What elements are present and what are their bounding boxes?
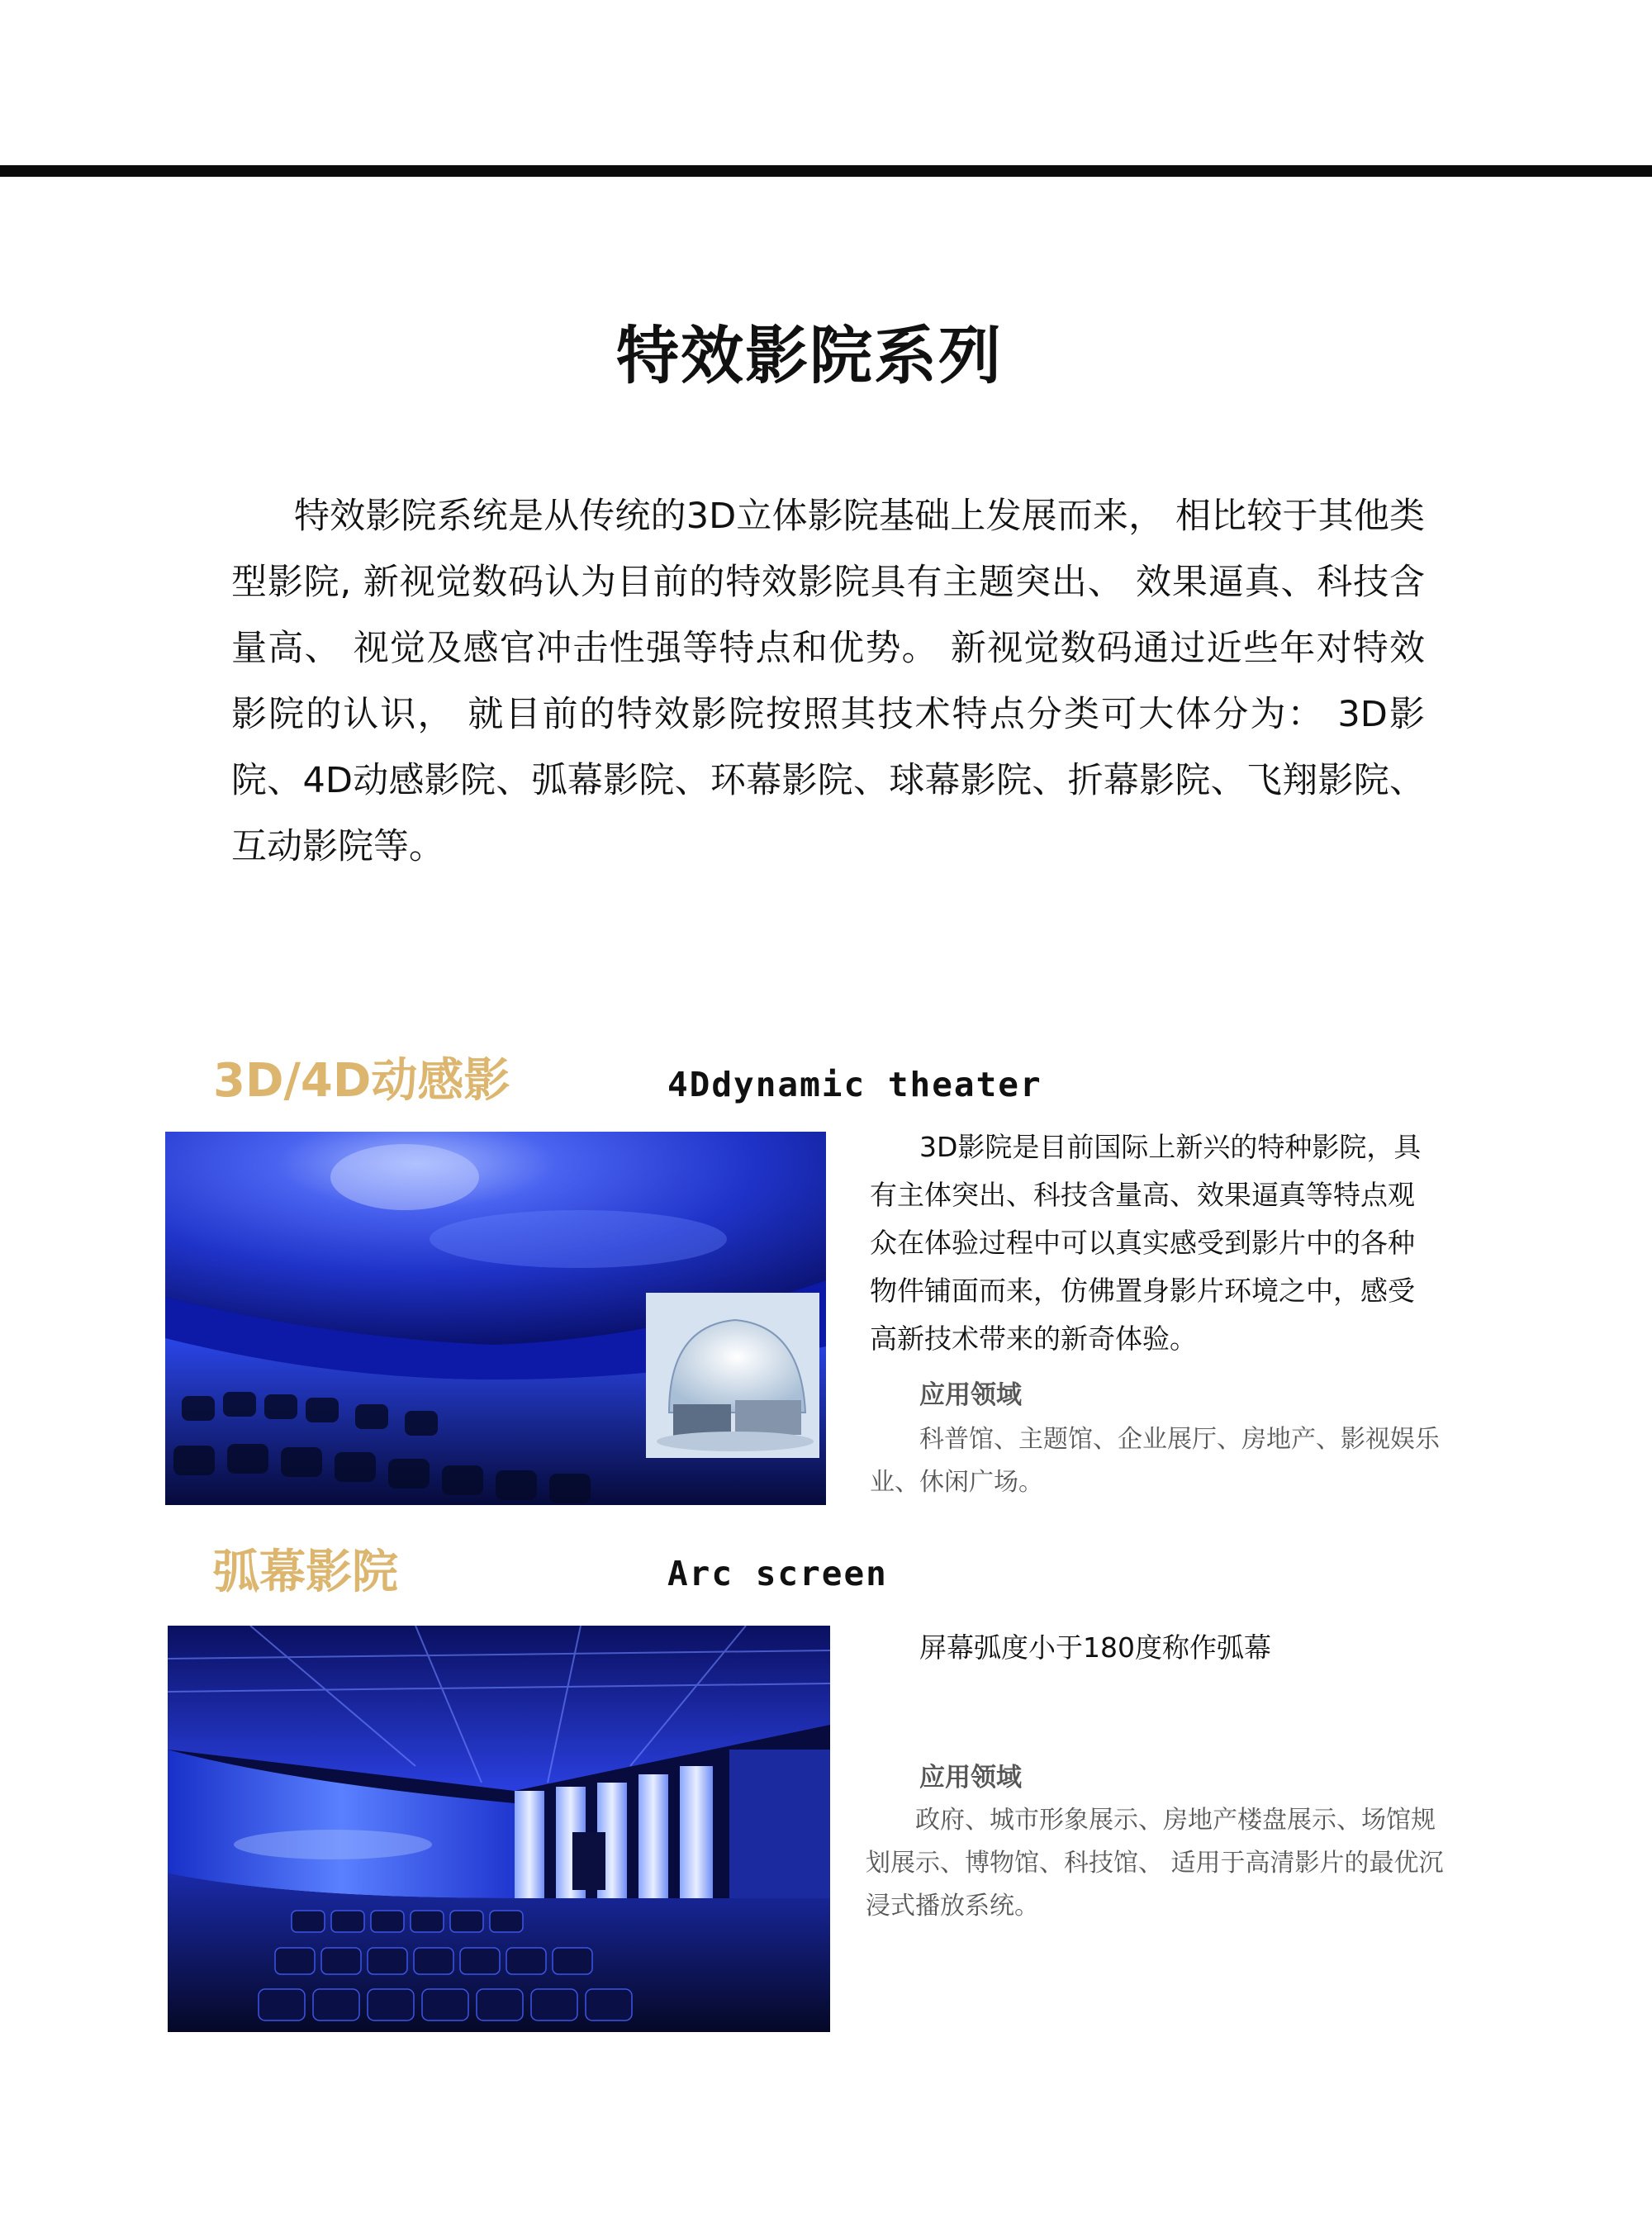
top-divider	[0, 165, 1652, 177]
arc-screen-theater-photo	[168, 1626, 830, 2032]
application-text: 政府、城市形象展示、房地产楼盘展示、场馆规划展示、博物馆、科技馆、 适用于高清影片的最优沉浸式播放系统。	[866, 1806, 1444, 1921]
intro-paragraph: 特效影院系统是从传统的3D立体影院基础上发展而来， 相比较于其他类型影院, 新视觉数码认为目前的特效影院具有主题突出、 效果逼真、科技含量高、 视觉及感官冲击性强等特点和优势。 新视觉数码通过近些年对特效影院的认识， 就目前的特效影院按照其技术特点分类可大体分为： 3D影院、4D动感影院、弧幕影院、环幕影院、球幕影院、折幕影院、飞翔影院、互动影院等。	[231, 496, 1425, 867]
section-title-en: 4Ddynamic theater	[667, 1065, 1042, 1104]
application-heading: 应用领域	[919, 1380, 1022, 1410]
application-text: 科普馆、主题馆、企业展厅、房地产、影视娱乐业、休闲广场。	[870, 1425, 1440, 1497]
section-description: 3D影院是目前国际上新兴的特种影院，具有主体突出、科技含量高、效果逼真等特点观众在体验过程中可以真实感受到影片中的各种物件铺面而来，仿佛置身影片环境之中，感受高新技术带来的新奇体验。	[870, 1131, 1422, 1355]
arc-screen-theater-illustration	[168, 1626, 830, 2032]
section-title-cn: 3D/4D动感影	[213, 1054, 510, 1108]
page-title: 特效影院系列	[616, 319, 1003, 392]
section-description: 屏幕弧度小于180度称作弧幕	[919, 1631, 1271, 1664]
application-heading: 应用领域	[919, 1763, 1022, 1793]
dome-theater-illustration	[165, 1132, 826, 1505]
section-title-cn: 弧幕影院	[213, 1546, 398, 1599]
dome-theater-photo	[165, 1132, 826, 1505]
section-title-en: Arc screen	[667, 1554, 888, 1593]
